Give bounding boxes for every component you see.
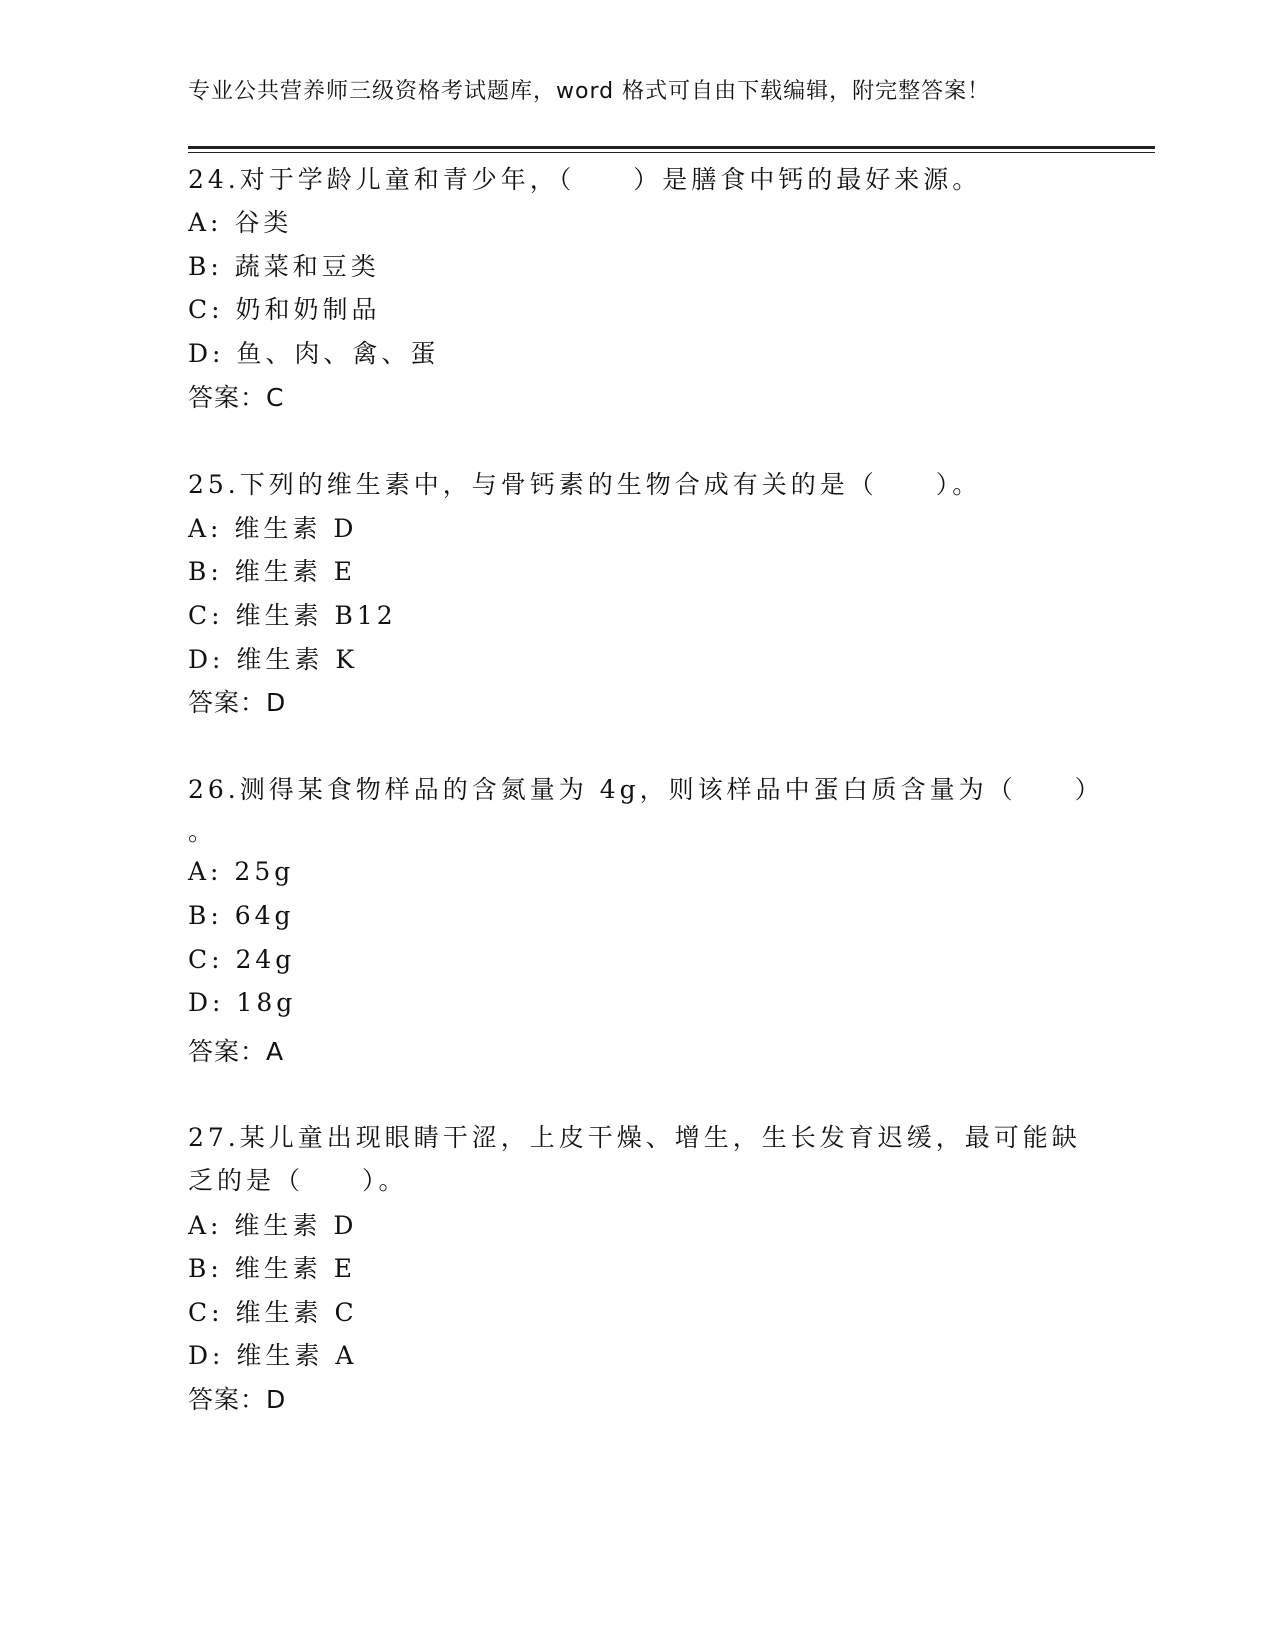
question-24-stem-line-1: 24.对于学龄儿童和青少年，（ ）是膳食中钙的最好来源。 [188,165,982,194]
question-27-stem-line-1: 27.某儿童出现眼睛干涩，上皮干燥、增生，生长发育迟缓，最可能缺 [188,1123,1081,1152]
question-27-answer: 答案：D [188,1385,287,1414]
question-25-option-b: B: 维生素 E [188,557,356,586]
question-26-option-b: B: 64g [188,901,295,930]
question-27-option-c: C: 维生素 C [188,1298,358,1327]
question-24-option-a: A: 谷类 [188,208,293,237]
question-26-option-c: C: 24g [188,945,296,974]
document-header: 专业公共营养师三级资格考试题库，word 格式可自由下载编辑，附完整答案！ [188,79,991,104]
question-24-option-d: D: 鱼、肉、禽、蛋 [188,339,440,368]
question-25-option-d: D: 维生素 K [188,645,359,674]
question-27-option-b: B: 维生素 E [188,1254,356,1283]
question-27-option-a: A: 维生素 D [188,1211,358,1240]
question-27-option-d: D: 维生素 A [188,1341,358,1370]
header-rule-thin [188,152,1155,153]
question-25-stem-line-1: 25.下列的维生素中，与骨钙素的生物合成有关的是（ ）。 [188,470,982,499]
question-25-answer: 答案：D [188,688,287,717]
question-26-stem-line-2: 。 [188,817,218,846]
question-24-option-c: C: 奶和奶制品 [188,295,381,324]
question-25-option-a: A: 维生素 D [188,514,358,543]
question-26-stem-line-1: 26.测得某食物样品的含氮量为 4g，则该样品中蛋白质含量为（ ） [188,775,1104,804]
question-26-option-d: D: 18g [188,988,297,1017]
question-24-option-b: B: 蔬菜和豆类 [188,252,380,281]
question-24-answer: 答案：C [188,383,285,412]
question-26-option-a: A: 25g [188,857,295,886]
header-rule-thick [188,146,1155,149]
question-27-stem-line-2: 乏的是（ ）。 [188,1166,408,1195]
question-25-option-c: C: 维生素 B12 [188,601,397,630]
question-26-answer: 答案：A [188,1037,285,1066]
